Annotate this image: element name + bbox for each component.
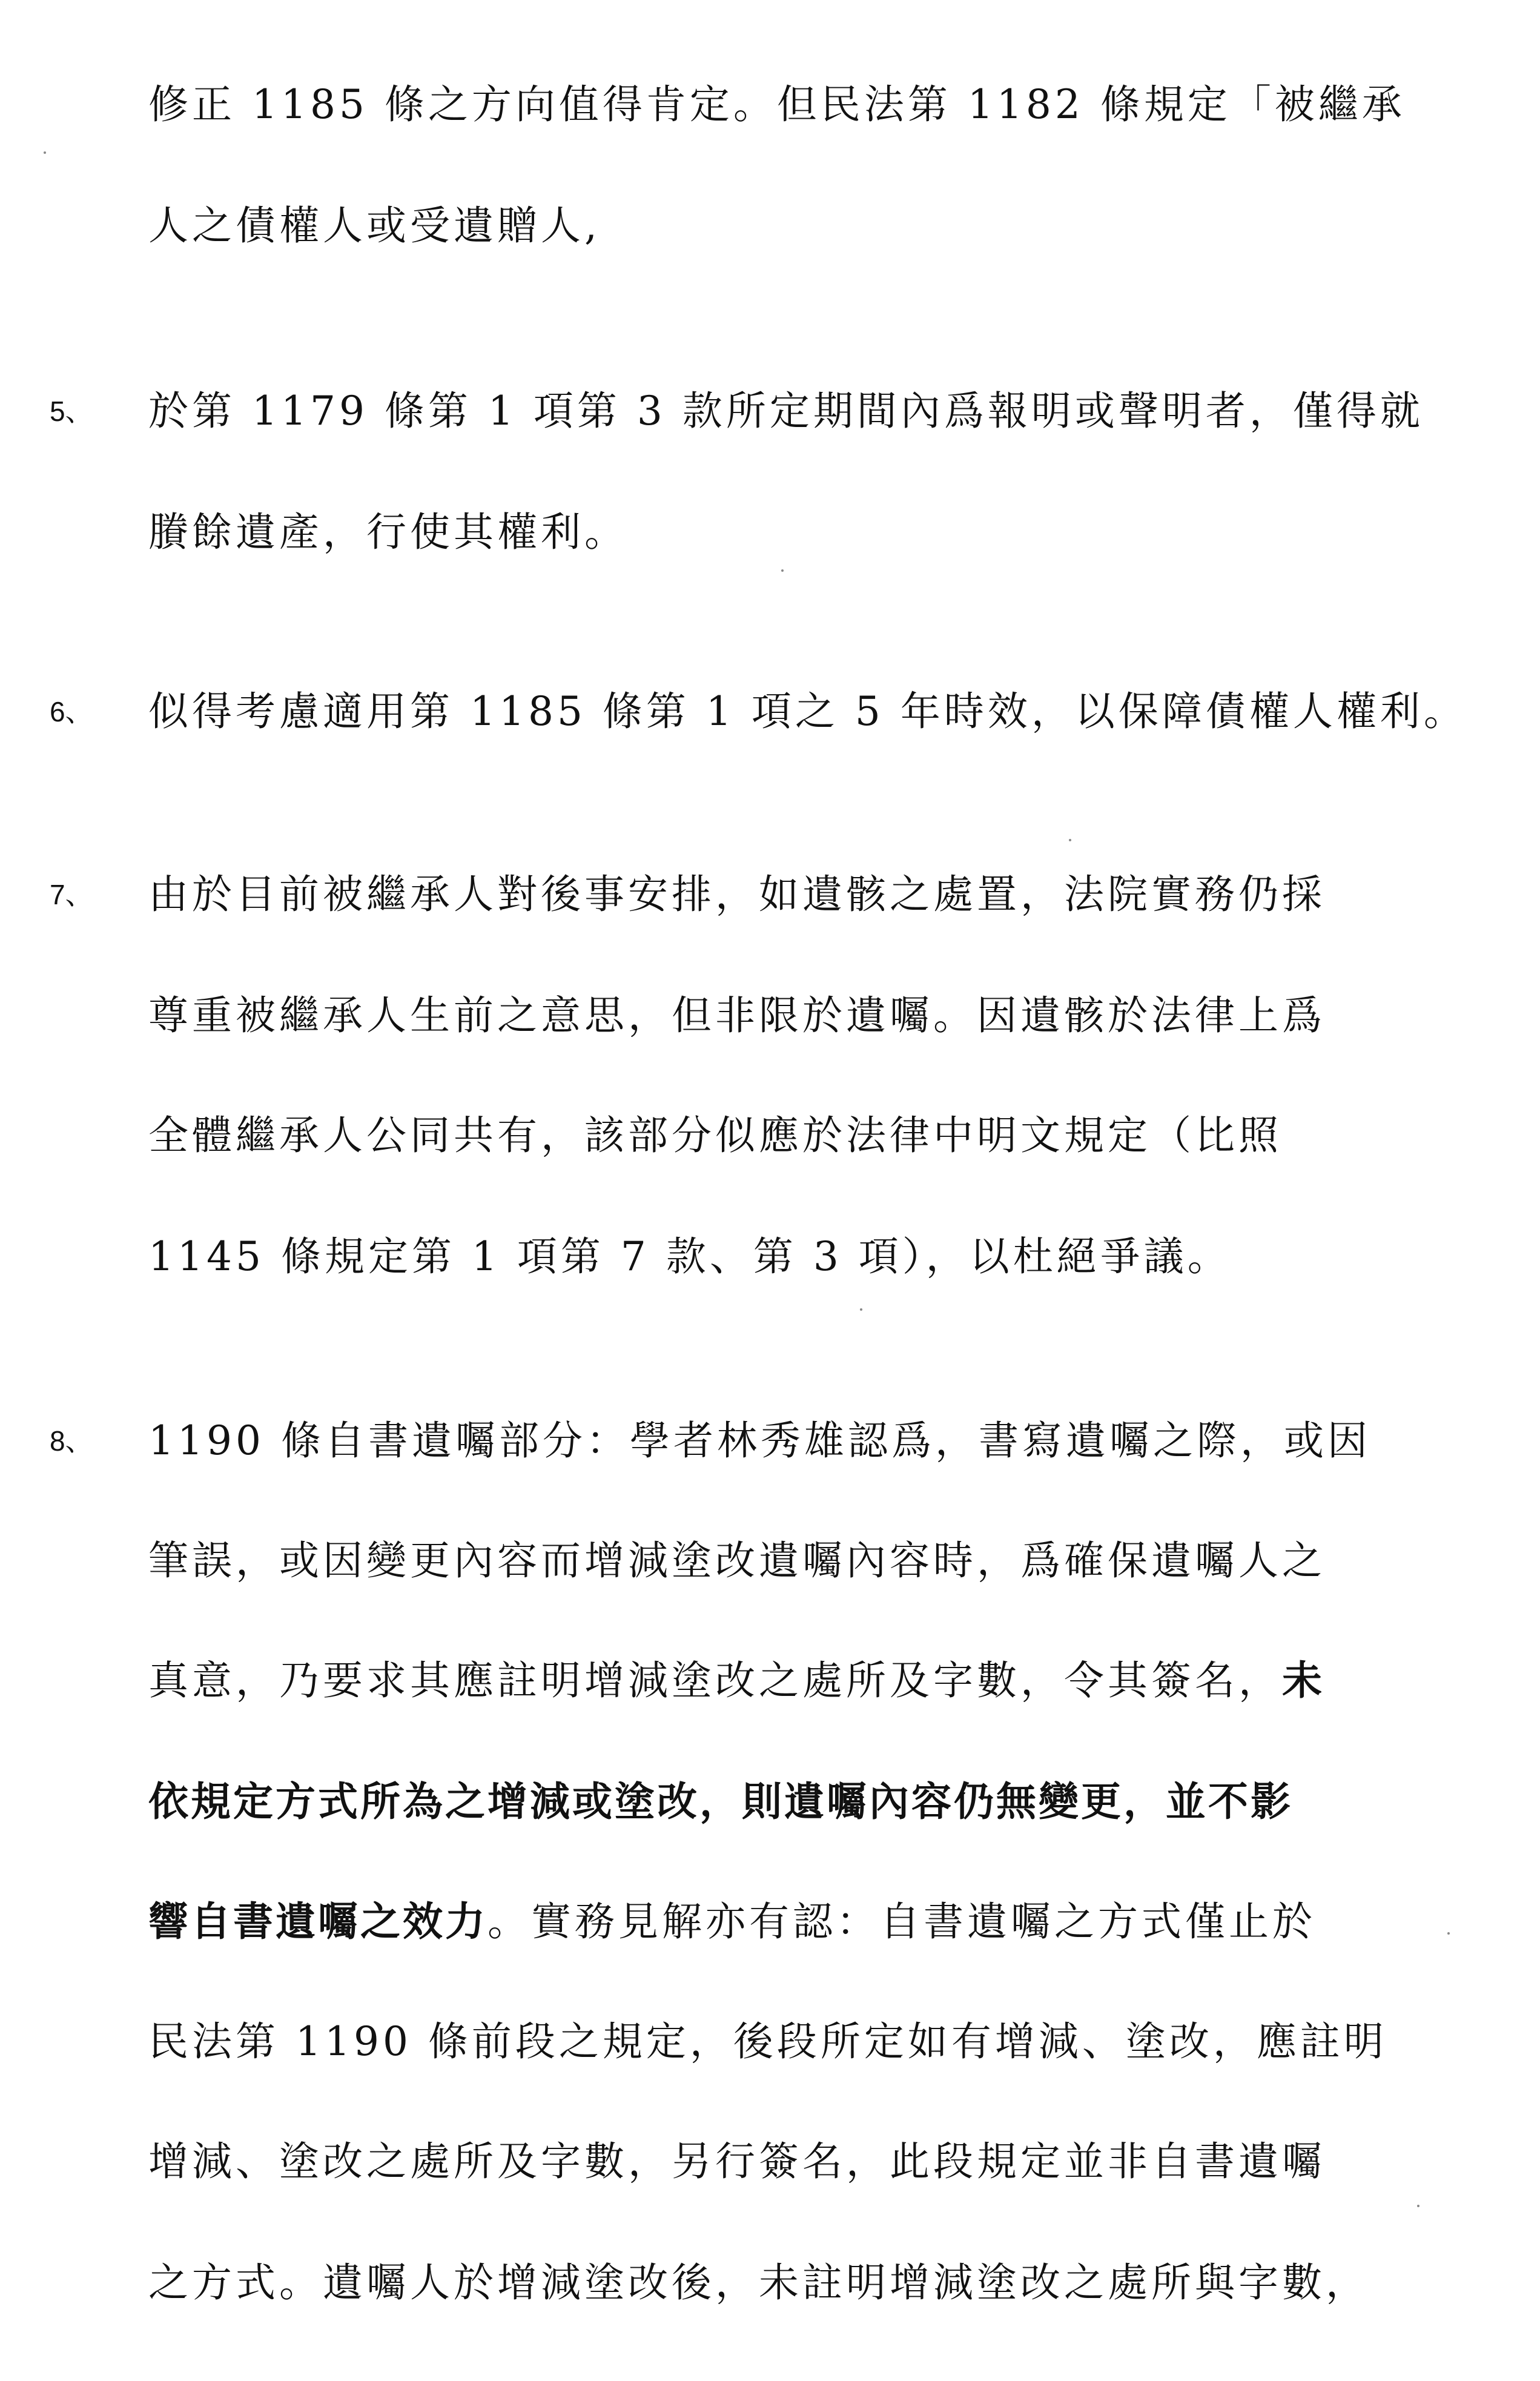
scan-speck bbox=[781, 569, 784, 572]
item-number-7: 7、 bbox=[50, 879, 93, 910]
text-line-1: 修正 1185 條之方向值得肯定。但民法第 1182 條規定「被繼承 bbox=[148, 81, 1406, 128]
text-line-17: 之方式。遺囑人於增減塗改後，未註明增減塗改之處所與字數， bbox=[148, 2259, 1369, 2306]
text-line-14-bold: 響自書遺囑之效力 bbox=[148, 1898, 487, 1945]
text-line-9: 1145 條規定第 1 項第 7 款、第 3 項），以杜絕爭議。 bbox=[148, 1233, 1231, 1280]
text-line-15: 民法第 1190 條前段之規定，後段所定如有增減、塗改，應註明 bbox=[148, 2018, 1387, 2065]
scan-speck bbox=[44, 151, 46, 154]
text-line-12-normal: 真意，乃要求其應註明增減塗改之處所及字數，令其簽名， bbox=[148, 1657, 1282, 1704]
text-line-12-bold: 未 bbox=[1282, 1657, 1324, 1704]
item-number-5: 5、 bbox=[50, 396, 93, 427]
text-line-16: 增減、塗改之處所及字數，另行簽名，此段規定並非自書遺囑 bbox=[148, 2138, 1326, 2185]
text-line-14-normal: 。實務見解亦有認：自書遺囑之方式僅止於 bbox=[487, 1898, 1316, 1945]
scan-speck bbox=[1417, 2205, 1419, 2207]
scan-speck bbox=[1069, 839, 1071, 841]
scan-speck bbox=[860, 1308, 862, 1311]
text-line-13-bold: 依規定方式所為之增減或塗改，則遺囑內容仍無變更，並不影 bbox=[148, 1778, 1293, 1825]
text-line-2: 人之債權人或受遺贈人, bbox=[148, 202, 601, 249]
scan-speck bbox=[1447, 1932, 1450, 1935]
text-line-10: 1190 條自書遺囑部分：學者林秀雄認爲，書寫遺囑之際，或因 bbox=[148, 1417, 1371, 1464]
text-line-7: 尊重被繼承人生前之意思，但非限於遺囑。因遺骸於法律上爲 bbox=[148, 992, 1326, 1039]
item-number-8: 8、 bbox=[50, 1425, 93, 1457]
text-line-8: 全體繼承人公同共有，該部分似應於法律中明文規定（比照 bbox=[148, 1112, 1282, 1159]
text-line-12 bbox=[148, 1654, 1324, 1708]
text-line-6: 由於目前被繼承人對後事安排，如遺骸之處置，法院實務仍採 bbox=[148, 871, 1326, 918]
text-line-14 bbox=[148, 1895, 1316, 1949]
text-line-4: 賸餘遺產，行使其權利。 bbox=[148, 509, 628, 555]
text-line-3: 於第 1179 條第 1 項第 3 款所定期間內爲報明或聲明者，僅得就 bbox=[148, 388, 1424, 434]
item-number-6: 6、 bbox=[50, 696, 93, 727]
text-line-11: 筆誤，或因變更內容而增減塗改遺囑內容時，爲確保遺囑人之 bbox=[148, 1537, 1326, 1584]
text-line-5: 似得考慮適用第 1185 條第 1 項之 5 年時效，以保障債權人權利。 bbox=[148, 688, 1467, 735]
